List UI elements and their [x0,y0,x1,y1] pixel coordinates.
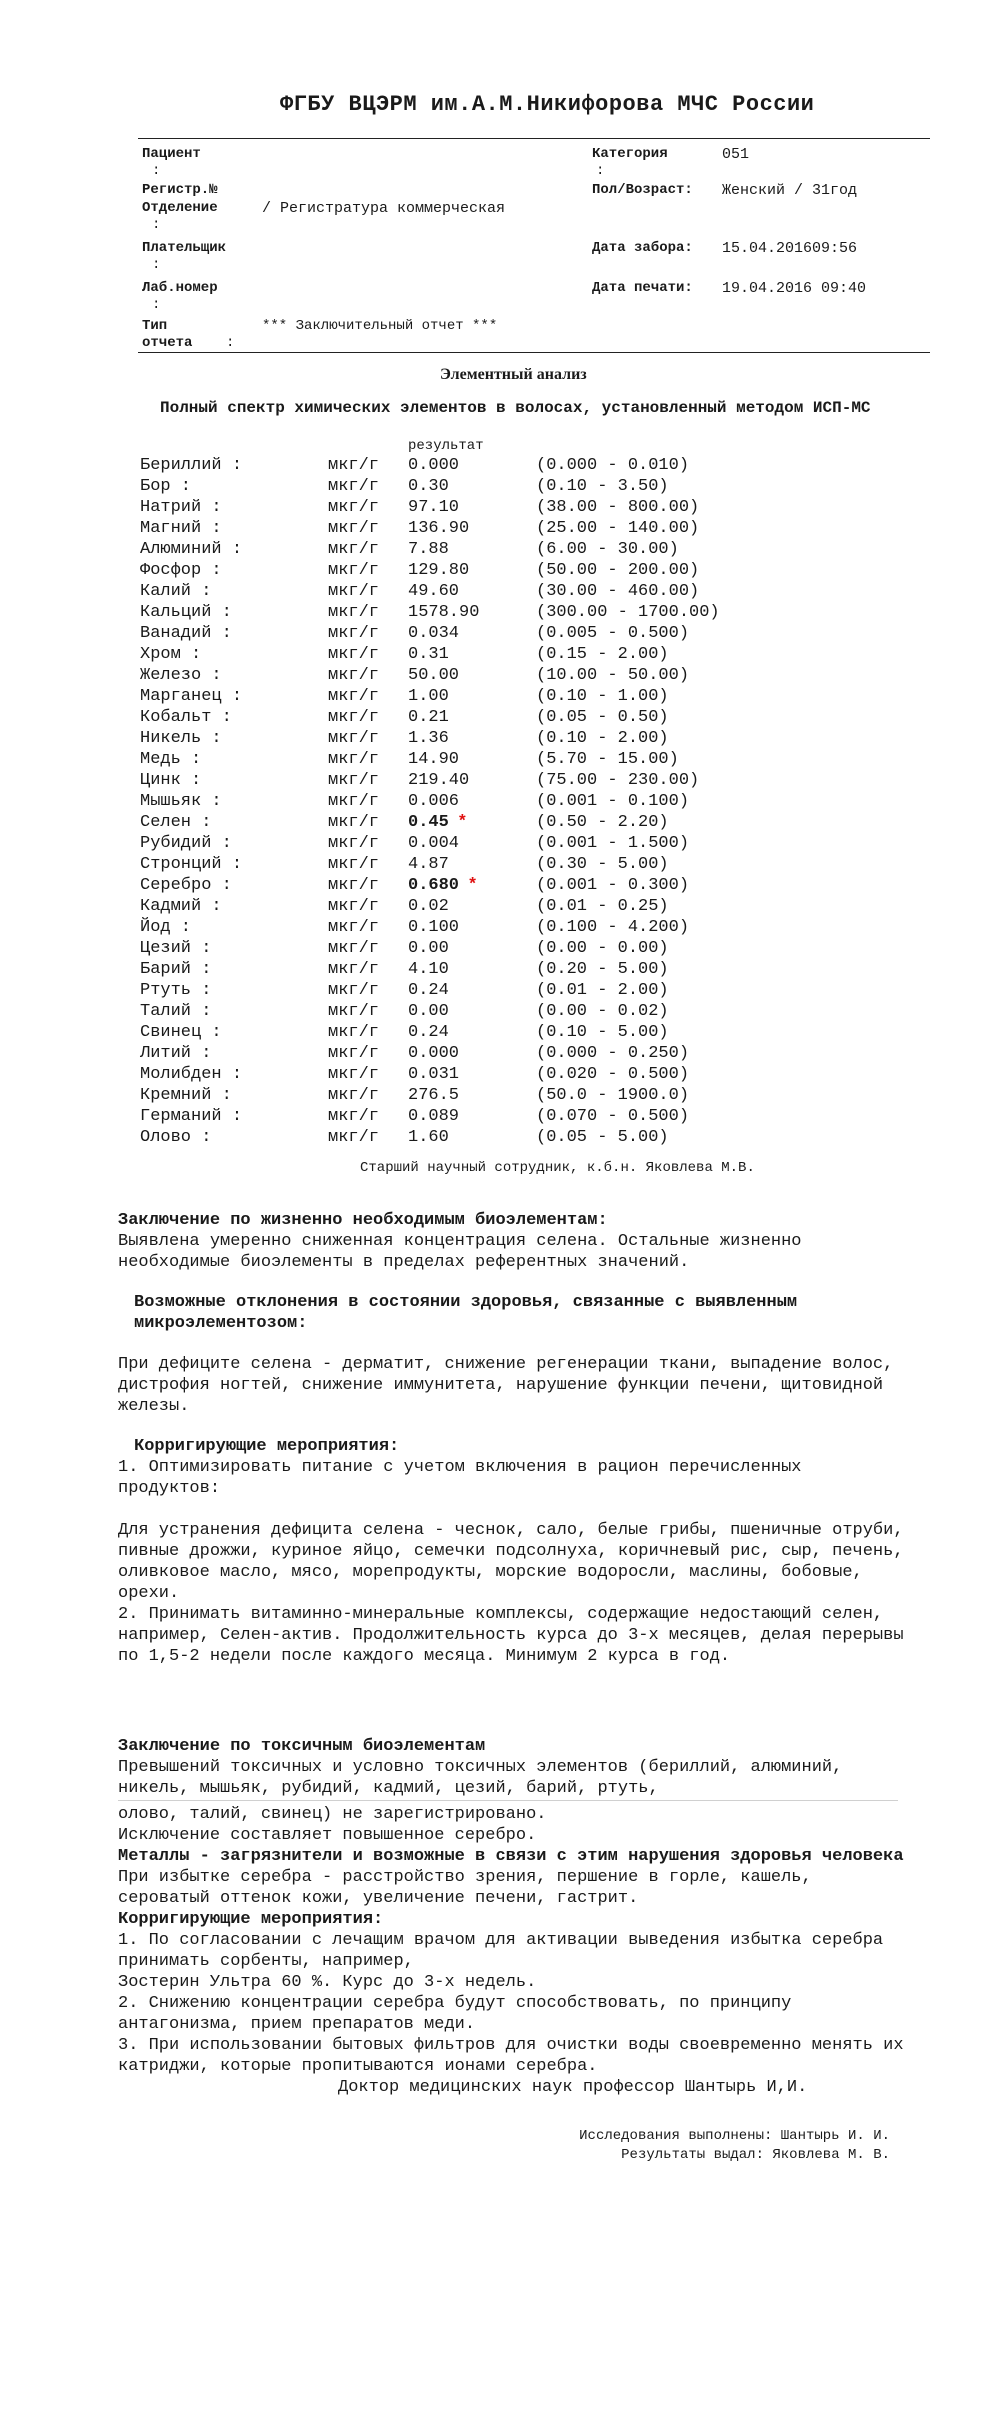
element-unit: мкг/г [328,1107,380,1126]
element-name: Натрий : [140,498,222,517]
element-name: Кальций : [140,603,232,622]
essential-text: Выявлена умеренно сниженная концентрация селена. Остальные жизненно необходимые биоэлементы в пределах референтных значений. [118,1232,802,1272]
element-reference-range: (25.00 - 140.00) [536,519,700,538]
category-colon: : [596,163,605,179]
table-row [0,519,1000,540]
essential-conclusion [118,1210,908,1273]
element-value: 129.80 [408,561,470,580]
table-row [0,624,1000,645]
element-reference-range: (0.001 - 1.500) [536,834,690,853]
analysis-signature: Старший научный сотрудник, к.б.н. Яковлева М.В. [360,1160,755,1176]
element-name: Бериллий : [140,456,243,475]
element-name: Железо : [140,666,222,685]
toxic-text-2: олово, талий, свинец) не зарегистрировано. [118,1805,547,1824]
category-value: 051 [722,146,750,163]
element-unit: мкг/г [328,561,380,580]
element-unit: мкг/г [328,708,380,727]
element-reference-range: (5.70 - 15.00) [536,750,679,769]
metals-text: При избытке серебра - расстройство зрения, першение в горле, кашель, сероватый оттенок кожи, увеличение печени, гастрит. [118,1868,812,1908]
element-unit: мкг/г [328,981,380,1000]
lab-label: Лаб.номер [142,280,218,296]
element-unit: мкг/г [328,918,380,937]
toxic-measures-heading: Корригирующие мероприятия: [118,1910,384,1929]
header-divider [138,138,930,139]
out-of-range-flag: * [457,813,468,832]
element-name: Марганец : [140,687,243,706]
lab-colon: : [152,297,161,313]
element-reference-range: (50.00 - 200.00) [536,561,700,580]
element-value: 0.30 [408,477,449,496]
element-name: Медь : [140,750,202,769]
result-column-header: результат [408,438,484,454]
table-row [0,750,1000,771]
element-unit: мкг/г [328,834,380,853]
element-value: 276.5 [408,1086,460,1105]
element-unit: мкг/г [328,1023,380,1042]
report-type-colon: : [226,335,235,351]
element-name: Кадмий : [140,897,222,916]
report-type-label: Тип [142,318,168,334]
element-name: Селен : [140,813,212,832]
element-unit: мкг/г [328,1044,380,1063]
toxic-measure-1: 1. По согласовании с лечащим врачом для активации выведения избытка серебра принимать сорбенты, например, [118,1931,884,1971]
element-name: Свинец : [140,1023,222,1042]
category-label: Категория [592,146,668,162]
element-value: 0.031 [408,1065,460,1084]
payer-colon: : [152,257,161,273]
table-row [0,540,1000,561]
element-name: Барий : [140,960,212,979]
table-row [0,477,1000,498]
element-value: 4.10 [408,960,449,979]
element-name: Цинк : [140,771,202,790]
element-name: Бор : [140,477,192,496]
element-value: 0.000 [408,456,460,475]
text-underline [118,1800,898,1801]
table-row [0,498,1000,519]
element-unit: мкг/г [328,813,380,832]
table-row [0,1023,1000,1044]
page-title: ФГБУ ВЦЭРМ им.А.М.Никифорова МЧС России [280,92,815,117]
element-value: 0.100 [408,918,460,937]
sexage-value: Женский / 31год [722,182,858,199]
element-value: 14.90 [408,750,460,769]
element-name: Хром : [140,645,202,664]
element-name: Ртуть : [140,981,212,1000]
element-unit: мкг/г [328,498,380,517]
element-reference-range: (0.10 - 1.00) [536,687,669,706]
element-reference-range: (0.00 - 0.00) [536,939,669,958]
deviations-heading: Возможные отклонения в состоянии здоровья, связанные с выявленным микроэлементозом: [134,1293,798,1333]
element-unit: мкг/г [328,1002,380,1021]
element-unit: мкг/г [328,645,380,664]
table-row [0,687,1000,708]
element-value: 0.45 [408,813,449,832]
element-name: Алюминий : [140,540,243,559]
element-reference-range: (0.01 - 0.25) [536,897,669,916]
element-value: 0.31 [408,645,449,664]
element-name: Литий : [140,1044,212,1063]
table-row [0,1065,1000,1086]
element-name: Олово : [140,1128,212,1147]
dept-label: Отделение [142,200,218,216]
element-reference-range: (0.020 - 0.500) [536,1065,690,1084]
element-name: Молибден : [140,1065,243,1084]
toxic-measure-2: 2. Снижению концентрации серебра будут способствовать, по принципу антагонизма, прием препаратов меди. [118,1994,792,2034]
element-unit: мкг/г [328,1065,380,1084]
element-reference-range: (0.05 - 5.00) [536,1128,669,1147]
element-name: Ванадий : [140,624,232,643]
element-reference-range: (0.100 - 4.200) [536,918,690,937]
dept-value: / Регистратура коммерческая [262,200,506,217]
table-row [0,1128,1000,1149]
essential-measures-heading: Корригирующие мероприятия: [134,1437,400,1456]
element-value: 136.90 [408,519,470,538]
essential-measure-2: 2. Принимать витаминно-минеральные комплексы, содержащие недостающий селен, например, Селен-актив. Продолжительность курса до 3-х месяцев, делая перерывы по 1,5-2 недели после каждого месяца. Минимум 2 курса в год. [118,1605,904,1666]
deviations-text-block [118,1354,908,1417]
essential-measure-1: 1. Оптимизировать питание с учетом включения в рацион перечисленных продуктов: [118,1458,802,1498]
element-reference-range: (10.00 - 50.00) [536,666,690,685]
report-type-label-2: отчета [142,335,193,351]
print-date-value: 19.04.2016 09:40 [722,280,867,297]
element-unit: мкг/г [328,792,380,811]
table-row [0,456,1000,477]
element-name: Талий : [140,1002,212,1021]
table-row [0,708,1000,729]
element-reference-range: (0.001 - 0.300) [536,876,690,895]
element-reference-range: (0.070 - 0.500) [536,1107,690,1126]
element-reference-range: (0.00 - 0.02) [536,1002,669,1021]
element-reference-range: (30.00 - 460.00) [536,582,700,601]
table-row [0,561,1000,582]
element-reference-range: (0.10 - 2.00) [536,729,669,748]
element-reference-range: (0.005 - 0.500) [536,624,690,643]
element-value: 0.24 [408,1023,449,1042]
table-row [0,1002,1000,1023]
toxic-conclusion [118,1736,908,1799]
doctor-signature: Доктор медицинских наук профессор Шантырь И,И. [338,2078,808,2097]
element-reference-range: (0.50 - 2.20) [536,813,669,832]
element-unit: мкг/г [328,939,380,958]
table-row [0,771,1000,792]
element-unit: мкг/г [328,624,380,643]
element-unit: мкг/г [328,477,380,496]
footer-performed: Исследования выполнены: Шантырь И. И. [579,2128,890,2144]
element-name: Кобальт : [140,708,232,727]
element-name: Рубидий : [140,834,232,853]
table-row [0,1107,1000,1128]
element-name: Мышьяк : [140,792,222,811]
element-reference-range: (300.00 - 1700.00) [536,603,720,622]
element-value: 0.004 [408,834,460,853]
element-reference-range: (0.15 - 2.00) [536,645,669,664]
element-name: Магний : [140,519,222,538]
element-unit: мкг/г [328,750,380,769]
element-reference-range: (0.10 - 5.00) [536,1023,669,1042]
table-row [0,939,1000,960]
print-date-label: Дата печати: [592,280,693,296]
element-name: Калий : [140,582,212,601]
essential-measures [118,1436,908,1667]
element-value: 49.60 [408,582,460,601]
table-row [0,876,1000,897]
element-reference-range: (0.000 - 0.250) [536,1044,690,1063]
element-reference-range: (0.01 - 2.00) [536,981,669,1000]
element-value: 219.40 [408,771,470,790]
table-row [0,1044,1000,1065]
element-unit: мкг/г [328,582,380,601]
element-value: 0.680 [408,876,460,895]
sexage-label: Пол/Возраст: [592,182,693,198]
element-value: 0.089 [408,1107,460,1126]
element-value: 1.36 [408,729,449,748]
toxic-text-3: Исключение составляет повышенное серебро. [118,1826,537,1845]
element-reference-range: (75.00 - 230.00) [536,771,700,790]
toxic-text-1: Превышений токсичных и условно токсичных элементов (бериллий, алюминий, никель, мышьяк, рубидий, кадмий, цезий, барий, ртуть, [118,1758,843,1798]
element-name: Йод : [140,918,192,937]
element-value: 0.02 [408,897,449,916]
reg-label: Регистр.№ [142,182,218,198]
collect-date-value: 15.04.201609:56 [722,240,858,257]
element-unit: мкг/г [328,960,380,979]
element-unit: мкг/г [328,603,380,622]
deviations-block [134,1292,904,1334]
element-unit: мкг/г [328,876,380,895]
element-reference-range: (0.30 - 5.00) [536,855,669,874]
element-value: 97.10 [408,498,460,517]
element-unit: мкг/г [328,897,380,916]
essential-products: Для устранения дефицита селена - чеснок, сало, белые грибы, пшеничные отруби, пивные дрожжи, куриное яйцо, семечки подсолнуха, коричневый рис, сыр, печень, оливковое масло, мясо, морепродукты, морские водоросли, маслины, бобовые, орехи. [118,1521,904,1603]
element-value: 50.00 [408,666,460,685]
element-value: 0.21 [408,708,449,727]
table-row [0,897,1000,918]
out-of-range-flag: * [467,876,478,895]
element-reference-range: (0.000 - 0.010) [536,456,690,475]
element-name: Никель : [140,729,222,748]
element-name: Цезий : [140,939,212,958]
table-row [0,645,1000,666]
dept-colon: : [152,217,161,233]
table-row [0,813,1000,834]
toxic-heading: Заключение по токсичным биоэлементам [118,1737,486,1756]
element-reference-range: (38.00 - 800.00) [536,498,700,517]
element-name: Германий : [140,1107,243,1126]
element-name: Серебро : [140,876,232,895]
element-reference-range: (0.20 - 5.00) [536,960,669,979]
element-value: 0.000 [408,1044,460,1063]
element-reference-range: (0.10 - 3.50) [536,477,669,496]
element-value: 0.24 [408,981,449,1000]
element-reference-range: (6.00 - 30.00) [536,540,679,559]
element-value: 1.00 [408,687,449,706]
element-unit: мкг/г [328,519,380,538]
table-row [0,855,1000,876]
element-value: 1.60 [408,1128,449,1147]
toxic-conclusion-cont [118,1804,908,2098]
element-unit: мкг/г [328,456,380,475]
table-row [0,603,1000,624]
element-name: Стронций : [140,855,243,874]
element-value: 0.00 [408,1002,449,1021]
footer-issued: Результаты выдал: Яковлева М. В. [621,2147,890,2163]
element-unit: мкг/г [328,540,380,559]
header-bottom-divider [138,352,930,353]
element-name: Кремний : [140,1086,232,1105]
toxic-measure-3: 3. При использовании бытовых фильтров для очистки воды своевременно менять их катриджи, которые пропитываются ионами серебра. [118,2036,904,2076]
table-row [0,666,1000,687]
table-row [0,582,1000,603]
element-unit: мкг/г [328,666,380,685]
element-value: 0.00 [408,939,449,958]
element-reference-range: (0.05 - 0.50) [536,708,669,727]
metals-heading: Металлы - загрязнители и возможные в связи с этим нарушения здоровья человека [118,1847,904,1866]
element-reference-range: (0.001 - 0.100) [536,792,690,811]
toxic-measure-1b: Зостерин Ультра 60 %. Курс до 3-х недель. [118,1973,537,1992]
table-row [0,729,1000,750]
patient-colon: : [152,163,161,179]
element-reference-range: (50.0 - 1900.0) [536,1086,690,1105]
table-row [0,834,1000,855]
element-unit: мкг/г [328,687,380,706]
element-value: 0.006 [408,792,460,811]
collect-date-label: Дата забора: [592,240,693,256]
table-row [0,918,1000,939]
element-unit: мкг/г [328,771,380,790]
table-row [0,1086,1000,1107]
patient-label: Пациент [142,146,201,162]
table-row [0,792,1000,813]
table-row [0,981,1000,1002]
element-unit: мкг/г [328,1128,380,1147]
deviations-text: При дефиците селена - дерматит, снижение регенерации ткани, выпадение волос, дистрофия ногтей, снижение иммунитета, нарушение функции печени, щитовидной железы. [118,1355,894,1416]
analysis-subtitle: Полный спектр химических элементов в волосах, установленный методом ИСП-МС [160,399,871,417]
element-name: Фосфор : [140,561,222,580]
element-unit: мкг/г [328,729,380,748]
table-row [0,960,1000,981]
payer-label: Плательщик [142,240,227,256]
report-type-value: *** Заключительный отчет *** [262,318,498,334]
element-unit: мкг/г [328,855,380,874]
element-value: 4.87 [408,855,449,874]
essential-heading: Заключение по жизненно необходимым биоэлементам: [118,1211,608,1230]
element-value: 0.034 [408,624,460,643]
element-value: 1578.90 [408,603,480,622]
element-unit: мкг/г [328,1086,380,1105]
section-title: Элементный анализ [440,366,587,383]
element-value: 7.88 [408,540,449,559]
